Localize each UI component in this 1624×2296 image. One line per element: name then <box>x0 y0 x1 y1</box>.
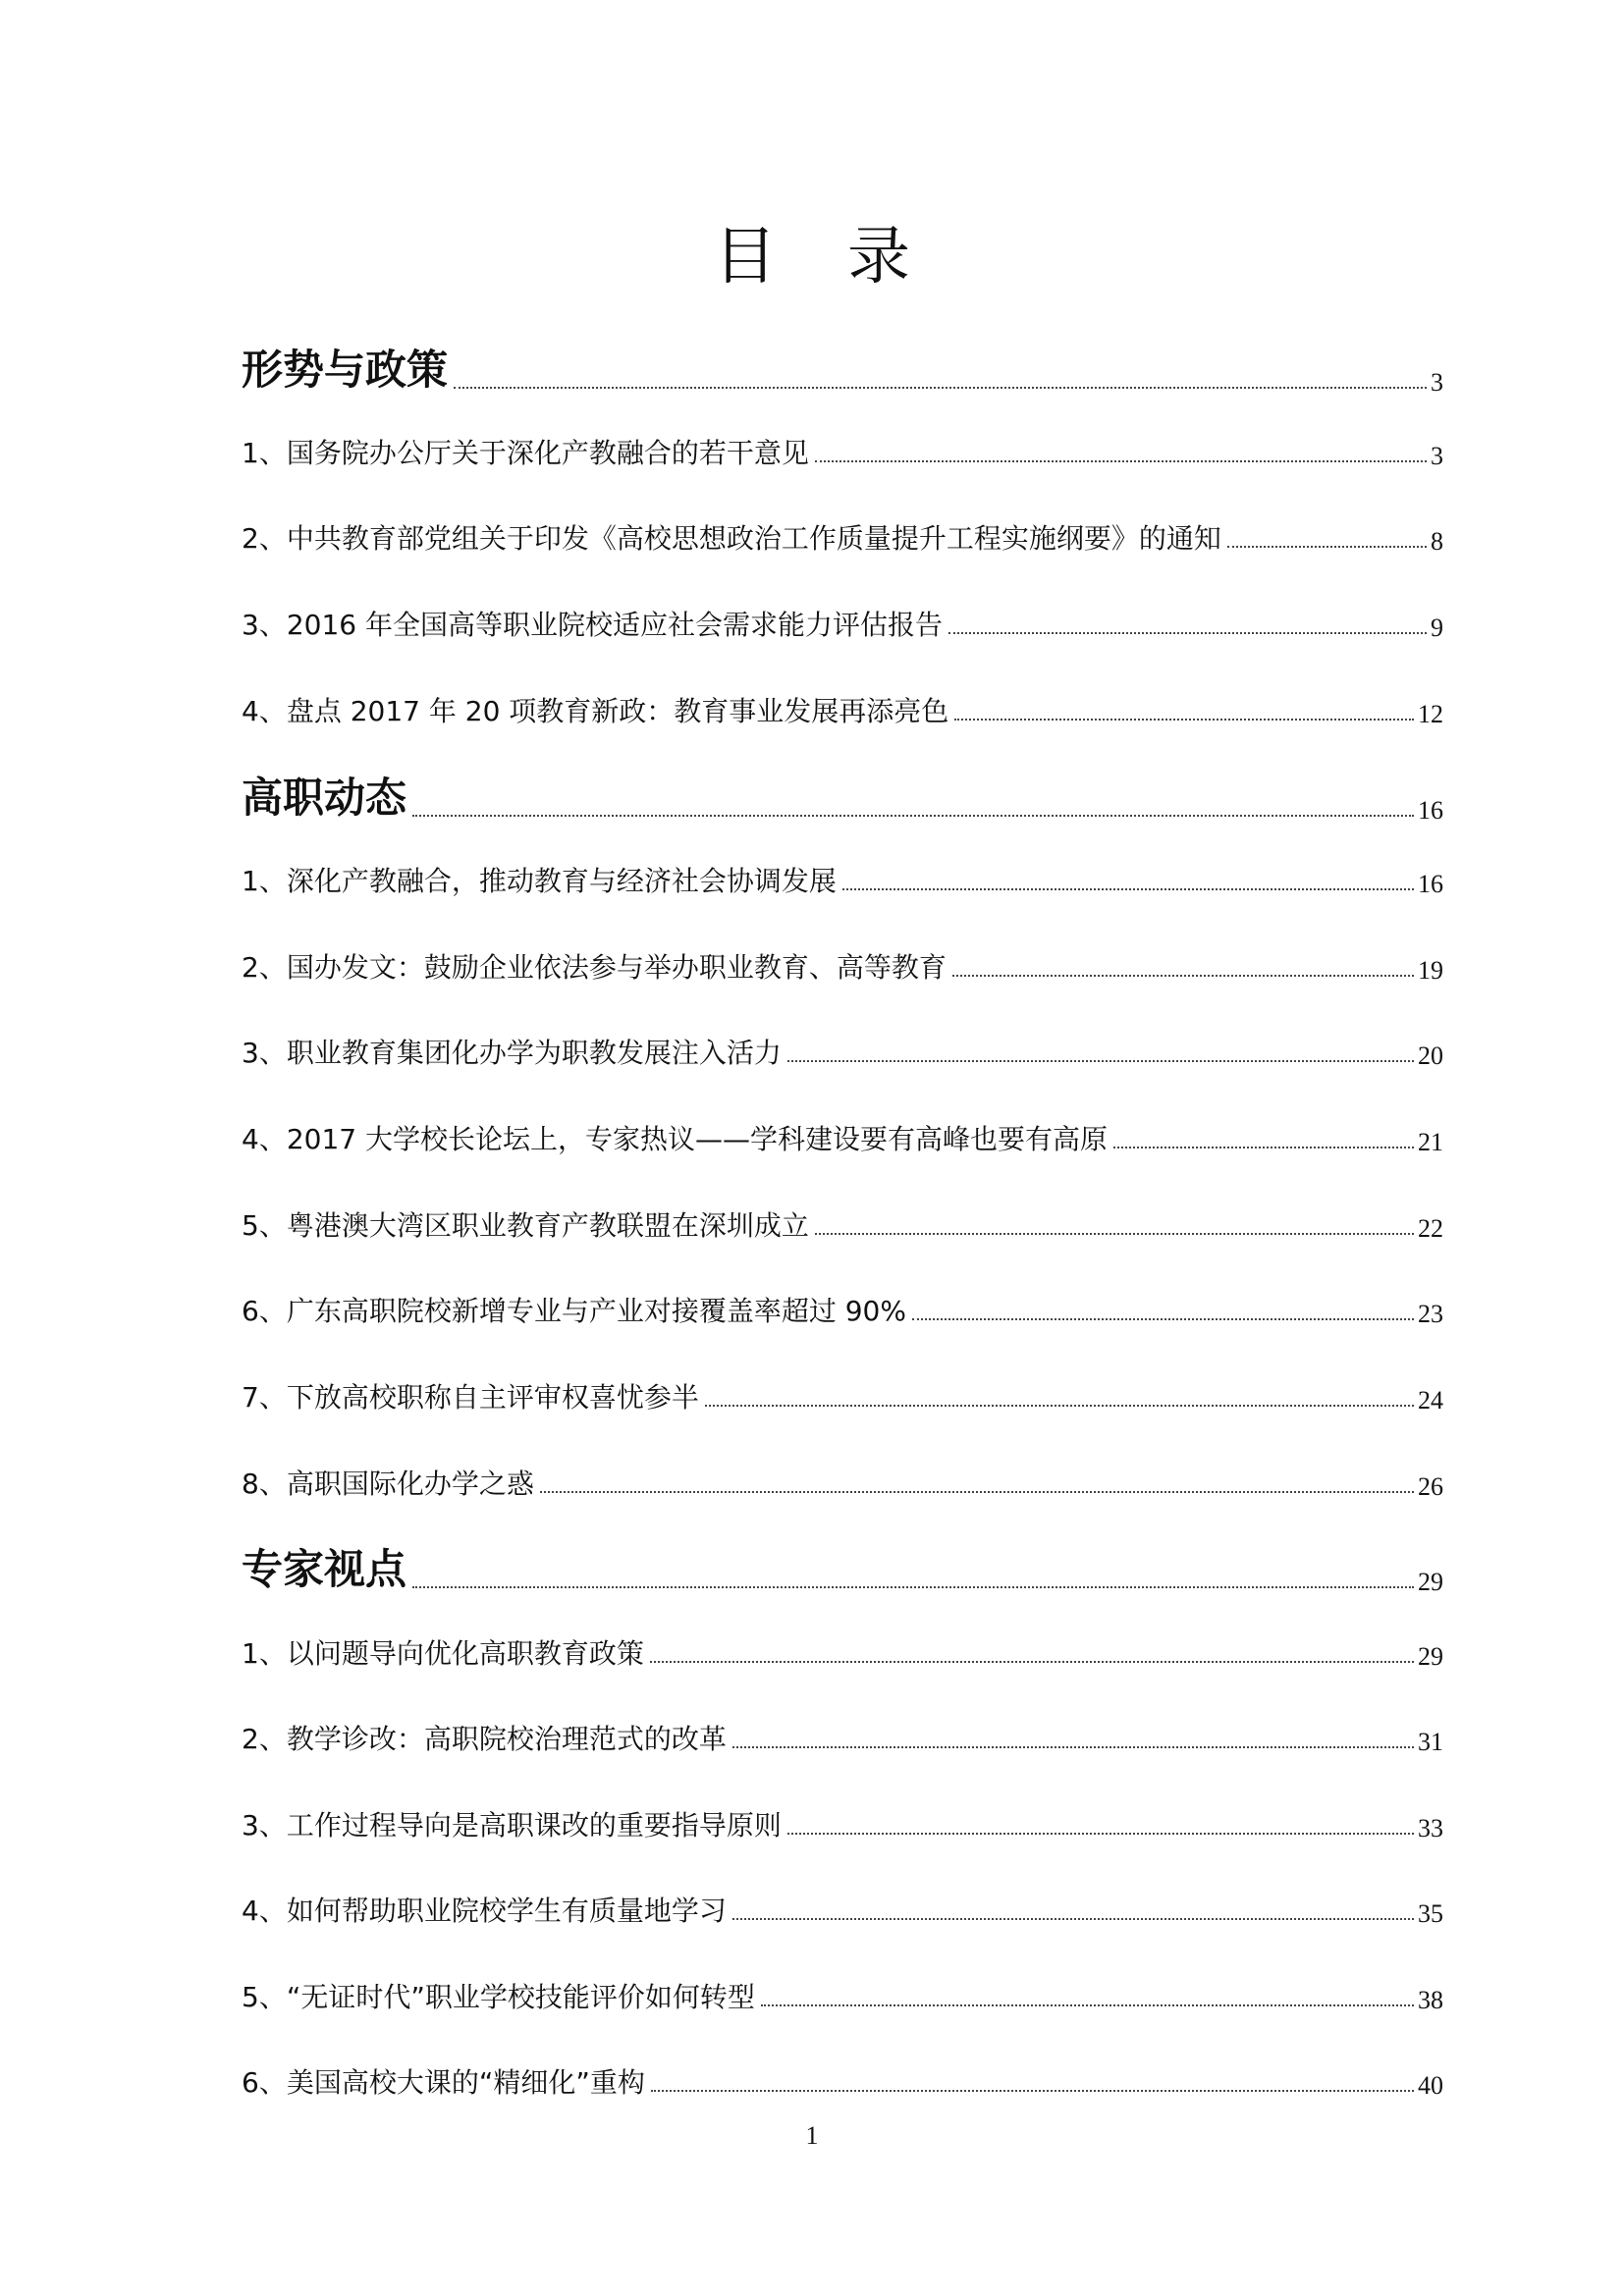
toc-page-number: 12 <box>1418 700 1443 728</box>
toc-item-title: 4、如何帮助职业院校学生有质量地学习 <box>242 1895 727 1927</box>
dot-leader <box>787 1833 1414 1835</box>
toc-page-number: 23 <box>1418 1300 1443 1328</box>
toc-item-entry[interactable] <box>242 1467 1443 1502</box>
toc-item-title: 4、2017 大学校长论坛上，专家热议——学科建设要有高峰也要有高原 <box>242 1123 1108 1155</box>
toc-item-title: 8、高职国际化办学之惑 <box>242 1468 534 1500</box>
toc-page-number: 38 <box>1418 1986 1443 2014</box>
toc-page-number: 31 <box>1418 1728 1443 1756</box>
toc-page-number: 29 <box>1418 1568 1443 1596</box>
dot-leader <box>815 460 1427 462</box>
toc-item-title: 2、国办发文：鼓励企业依法参与举办职业教育、高等教育 <box>242 951 947 984</box>
toc-item-entry[interactable] <box>242 608 1443 643</box>
toc-page-number: 19 <box>1418 956 1443 985</box>
dot-leader <box>787 1060 1414 1062</box>
toc-item-title: 3、工作过程导向是高职课改的重要指导原则 <box>242 1809 782 1842</box>
toc-item-entry[interactable] <box>242 436 1443 471</box>
toc-item-title: 7、下放高校职称自主评审权喜忧参半 <box>242 1381 699 1414</box>
toc-page-number: 16 <box>1418 870 1443 898</box>
toc-page-number: 40 <box>1418 2071 1443 2100</box>
toc-item-title: 1、深化产教融合，推动教育与经济社会协调发展 <box>242 865 837 897</box>
toc-item-title: 6、美国高校大课的“精细化”重构 <box>242 2066 645 2099</box>
dot-leader <box>761 2004 1414 2006</box>
dot-leader <box>540 1491 1414 1493</box>
toc-item-title: 3、职业教育集团化办学为职教发展注入活力 <box>242 1037 782 1069</box>
toc-item-entry[interactable] <box>242 1636 1443 1672</box>
dot-leader <box>815 1233 1414 1235</box>
toc-page-number: 22 <box>1418 1214 1443 1243</box>
dot-leader <box>952 975 1414 977</box>
page-title <box>0 218 1624 296</box>
dot-leader <box>412 1586 1414 1588</box>
toc-item-entry[interactable] <box>242 2065 1443 2101</box>
toc-page-number: 16 <box>1418 796 1443 825</box>
toc-item-entry[interactable] <box>242 694 1443 729</box>
page-title-char-1: 目 <box>714 221 777 294</box>
toc-page-number: 33 <box>1418 1814 1443 1842</box>
toc-section-entry[interactable] <box>242 771 1443 826</box>
toc-section-entry[interactable] <box>242 343 1443 398</box>
toc-section-title: 高职动态 <box>242 774 407 822</box>
toc-page-number: 29 <box>1418 1642 1443 1671</box>
toc-item-entry[interactable] <box>242 1894 1443 1929</box>
dot-leader <box>732 1746 1414 1748</box>
toc-item-title: 4、盘点 2017 年 20 项教育新政：教育事业发展再添亮色 <box>242 695 949 727</box>
toc-item-entry[interactable] <box>242 950 1443 986</box>
toc-item-entry[interactable] <box>242 1380 1443 1415</box>
toc-section-title: 专家视点 <box>242 1545 407 1593</box>
dot-leader <box>912 1318 1414 1320</box>
dot-leader <box>705 1405 1414 1407</box>
toc-page-number: 35 <box>1418 1899 1443 1928</box>
toc-page-number: 9 <box>1431 614 1443 642</box>
toc-item-title: 5、粤港澳大湾区职业教育产教联盟在深圳成立 <box>242 1209 809 1242</box>
dot-leader <box>842 888 1414 890</box>
toc-item-entry[interactable] <box>242 521 1443 557</box>
dot-leader <box>948 632 1427 634</box>
dot-leader <box>454 387 1427 389</box>
toc-item-title: 6、广东高职院校新增专业与产业对接覆盖率超过 90% <box>242 1295 906 1327</box>
toc-page-number: 26 <box>1418 1472 1443 1501</box>
dot-leader <box>412 815 1414 817</box>
toc-item-title: 1、以问题导向优化高职教育政策 <box>242 1637 644 1670</box>
footer-page-number: 1 <box>805 2121 819 2150</box>
toc-item-title: 3、2016 年全国高等职业院校适应社会需求能力评估报告 <box>242 609 943 641</box>
toc-section-entry[interactable] <box>242 1542 1443 1597</box>
toc-item-entry[interactable] <box>242 1122 1443 1157</box>
toc-page-number: 21 <box>1418 1128 1443 1156</box>
toc-item-title: 1、国务院办公厅关于深化产教融合的若干意见 <box>242 437 809 469</box>
toc-item-entry[interactable] <box>242 1208 1443 1244</box>
toc-page-number: 3 <box>1431 442 1443 470</box>
toc-item-entry[interactable] <box>242 1036 1443 1071</box>
page-title-char-2: 录 <box>847 221 910 294</box>
toc-item-entry[interactable] <box>242 1980 1443 2015</box>
dot-leader <box>732 1918 1414 1920</box>
toc-page-number: 24 <box>1418 1386 1443 1415</box>
toc-item-title: 2、中共教育部党组关于印发《高校思想政治工作质量提升工程实施纲要》的通知 <box>242 522 1221 555</box>
dot-leader <box>954 719 1414 721</box>
dot-leader <box>650 1661 1414 1663</box>
toc-item-entry[interactable] <box>242 864 1443 899</box>
toc-section-title: 形势与政策 <box>242 346 449 394</box>
toc-item-entry[interactable] <box>242 1808 1443 1843</box>
toc-page-number: 8 <box>1431 527 1443 556</box>
dot-leader <box>1113 1147 1414 1148</box>
dot-leader <box>1227 546 1427 548</box>
dot-leader <box>651 2090 1414 2092</box>
toc-item-entry[interactable] <box>242 1294 1443 1329</box>
toc-item-entry[interactable] <box>242 1722 1443 1757</box>
toc-item-title: 2、教学诊改：高职院校治理范式的改革 <box>242 1723 727 1755</box>
toc-item-title: 5、“无证时代”职业学校技能评价如何转型 <box>242 1981 755 2013</box>
toc-page-number: 20 <box>1418 1041 1443 1070</box>
toc-page-number: 3 <box>1431 368 1443 397</box>
